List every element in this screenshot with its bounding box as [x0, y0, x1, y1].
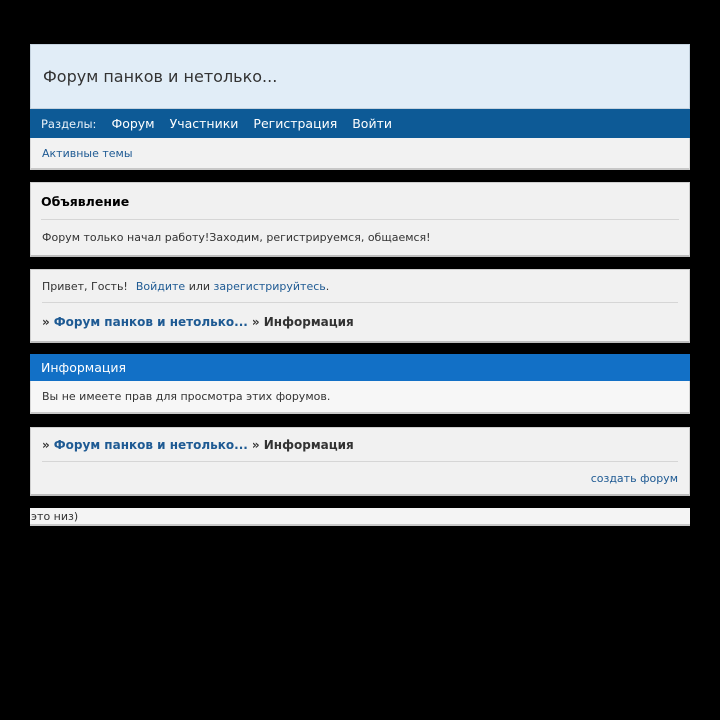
page-container	[30, 44, 690, 526]
greeting-box	[30, 269, 690, 343]
breadcrumb-separator: »	[42, 437, 50, 452]
breadcrumb-separator: »	[251, 315, 260, 329]
breadcrumb-forum-link[interactable]: Форум панков и нетолько...	[53, 315, 248, 329]
breadcrumb-separator: »	[251, 437, 260, 452]
breadcrumb-current: Информация	[263, 437, 354, 452]
login-link[interactable]: Войдите	[135, 279, 186, 293]
greeting-text: Привет, Гость!	[42, 279, 128, 293]
breadcrumb-forum-link[interactable]: Форум панков и нетолько...	[53, 437, 248, 452]
announcement-box	[30, 182, 690, 257]
footer-breadcrumb	[42, 428, 678, 462]
forum-header	[30, 44, 690, 109]
breadcrumb-separator: »	[42, 315, 50, 329]
main-nav	[30, 109, 690, 138]
announcement-title: Объявление	[41, 183, 679, 220]
info-message: Вы не имеете прав для просмотра этих форумов.	[30, 381, 690, 414]
site-title: Форум панков и нетолько...	[43, 67, 278, 86]
greeting-or: или	[188, 279, 211, 293]
nav-register[interactable]: Регистрация	[253, 116, 338, 131]
greeting-line	[42, 270, 678, 303]
greeting-dot: .	[325, 279, 330, 293]
breadcrumb-current: Информация	[263, 315, 354, 329]
nav-label: Разделы:	[41, 116, 97, 131]
announcement-text: Форум только начал работу!Заходим, регистрируемся, общаемся!	[42, 231, 431, 244]
breadcrumb	[42, 303, 678, 341]
bottom-note: это низ)	[30, 508, 690, 526]
create-forum-link[interactable]: создать форум	[590, 472, 678, 485]
nav-forum[interactable]: Форум	[111, 116, 155, 131]
active-topics-link[interactable]: Активные темы	[42, 146, 133, 160]
nav-login[interactable]: Войти	[352, 116, 392, 131]
footer-box	[30, 427, 690, 496]
sub-nav	[30, 138, 690, 170]
nav-members[interactable]: Участники	[169, 116, 239, 131]
info-header: Информация	[30, 354, 690, 381]
create-forum-row	[42, 462, 678, 495]
register-link[interactable]: зарегистрируйтесь	[213, 279, 326, 293]
